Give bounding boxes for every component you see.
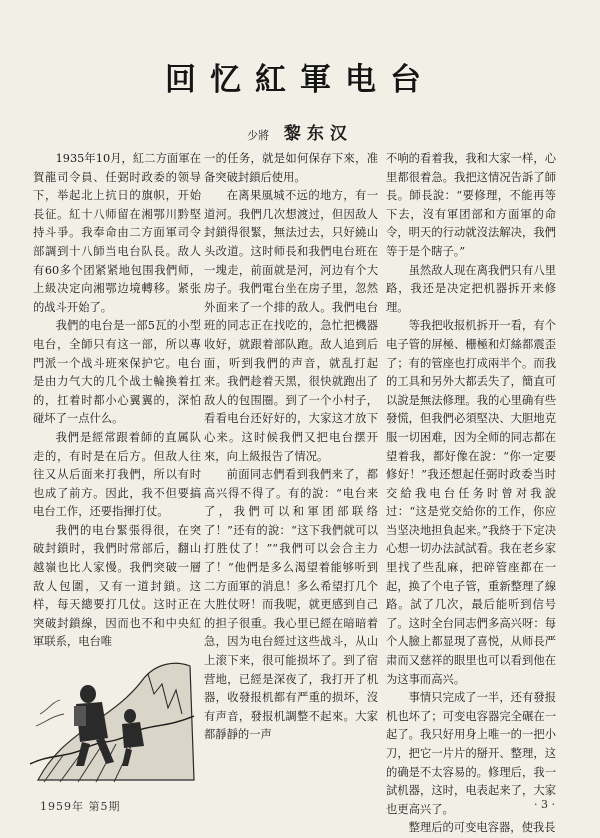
page-number: · 3 ·	[534, 798, 555, 811]
paragraph: 我們的电台緊張得很，在突破封鎖时，我們时常部后，翻山越嶺也比人家慢。我們突破一層敌人包圍，又有一道封鎖。这样，每天總要打几仗。这时正在突破封鎖線，因而也不和中央紅軍联系，电台唯	[33, 523, 201, 649]
paragraph: 我們是經常跟着師的直属队走的，有时是在后方。但敌人往往又从后面来打我們，所以有时也成了前方。因此，我不但要搞电台工作，还要指揮打仗。	[33, 430, 201, 519]
paragraph: 不响的看着我，我和大家一样，心里都很着急。我把这情况告訴了師長。師長說：“要修理，不能再等下去，沒有軍团部和方面軍的命令，明天的行动就沒法解决，我們等于是个瞎子。”	[386, 152, 556, 258]
article-title: 回忆紅軍电台	[165, 62, 435, 98]
paragraph: 虽然敌人现在离我們只有八里路，我还是决定把机器拆开来修理。	[386, 263, 556, 314]
byline	[0, 119, 600, 144]
author-name: 黎东汉	[283, 124, 353, 144]
paragraph: 整理后的可变电容器，使我長	[408, 821, 556, 835]
paragraph: 事情只完成了一半，还有發报机也坏了；可变电容器完全碾在一起了。我只好用身上唯一的一把小刀，把它一片片的掰开、整理，这的确是不太容易的。修理后，我一試机器，这时，电表起来了，大家也更高兴了。	[386, 691, 556, 816]
paragraph: 我們的电台是一部5瓦的小型电台，全師只有这一部，所以專門派一个战斗班來保护它。电台是由力气大的几个战士輪換着扛的，扛着时都小心翼翼的，深怕碰坏了一点什么。	[33, 319, 201, 426]
author-rank: 少將	[247, 129, 270, 142]
woodcut-illustration	[30, 654, 194, 786]
paragraph: 在离果風城不远的地方，有一道河。我們几次想渡过，但因敌人封鎖得很緊，無法过去，只好繞山头改道。这时师長和我們电台班在一塊走，前面就是河，河边有个大房子。我們電台坐在房子里，忽然外面来了一个排的敌人。我們电台班的同志正在找吃的，急忙把機器收好，就跟着部队跑。敌人追到后面，听到我們的声音，就乱打起来。我們趁着天黑，很快就跑出了敌人的包围圈。到了一个小村子，看看电台还好好的，大家这才放下心来。这时候我們又把电台摆开來，向上級报告了情况。	[204, 189, 378, 463]
paragraph: 前面同志們看到我們来了，都高兴得不得了。有的說：“电台来了，我們可以和軍团部联络了！”还有的說：“这下我們就可以打胜仗了！”“我們可以会合主力了！”他們是多么渴望着能够听到二方面軍的消息！多么希望打几个大胜仗呀！而我呢，就更感到自己的担子很重。我心里已經在暗暗着急，因为电台經过这些战斗，从山上滚下来，很可能损坏了。到了宿营地，已經是深夜了，我打开了机器，收發报机都有严重的损坏，沒有声音，發报机調整不起來。大家都靜靜的一声	[204, 468, 378, 742]
text-column-3	[386, 150, 556, 835]
footer-issue: 1959年 第5期	[40, 800, 121, 813]
paragraph: 一的任务，就是如何保存下來，准备突破封鎖后使用。	[204, 152, 378, 184]
paragraph: 等我把收报机拆开一看，有个电子管的屏極、栅極和灯絲都震歪了；有的管座也打成兩半个。而我的工具和另外大都丢失了，簡直可以說是無法修理。我的心里确有些發慌，但我們必須堅决、大胆地克服一切困难，因为全师的同志都在望着我，都好像在說：“你一定要修好！”我还想起任弼时政委当时交給我电台任务时曾对我說过：“这是党交給你的工作，你应当坚决地担負起来。”我終于下定决心想一切办法試試看。我在老乡家里找了些乱麻，把碎管座都在一起，换了个电子管，重新整理了線路。試了几次，最后能听到信号了。这时全台同志們多高兴呀：每个人臉上都显現了喜悦，从师長严肃而又慈祥的眼里也可以看到他在为这事而高兴。	[386, 319, 556, 686]
paragraph: 1935年10月，紅二方面軍在賀龍司令員、任弼时政委的领导下，举起北上抗日的旗帜，开始長征。紅十八师留在湘鄂川黔堅持斗爭。我奉命由二方面軍司令部調到十八師当电台队長。敌人有60多个团紧紧地包围我們师，上級决定向湘鄂边境轉移。紧张的战斗开始了。	[33, 152, 201, 314]
text-column-2	[204, 150, 378, 750]
